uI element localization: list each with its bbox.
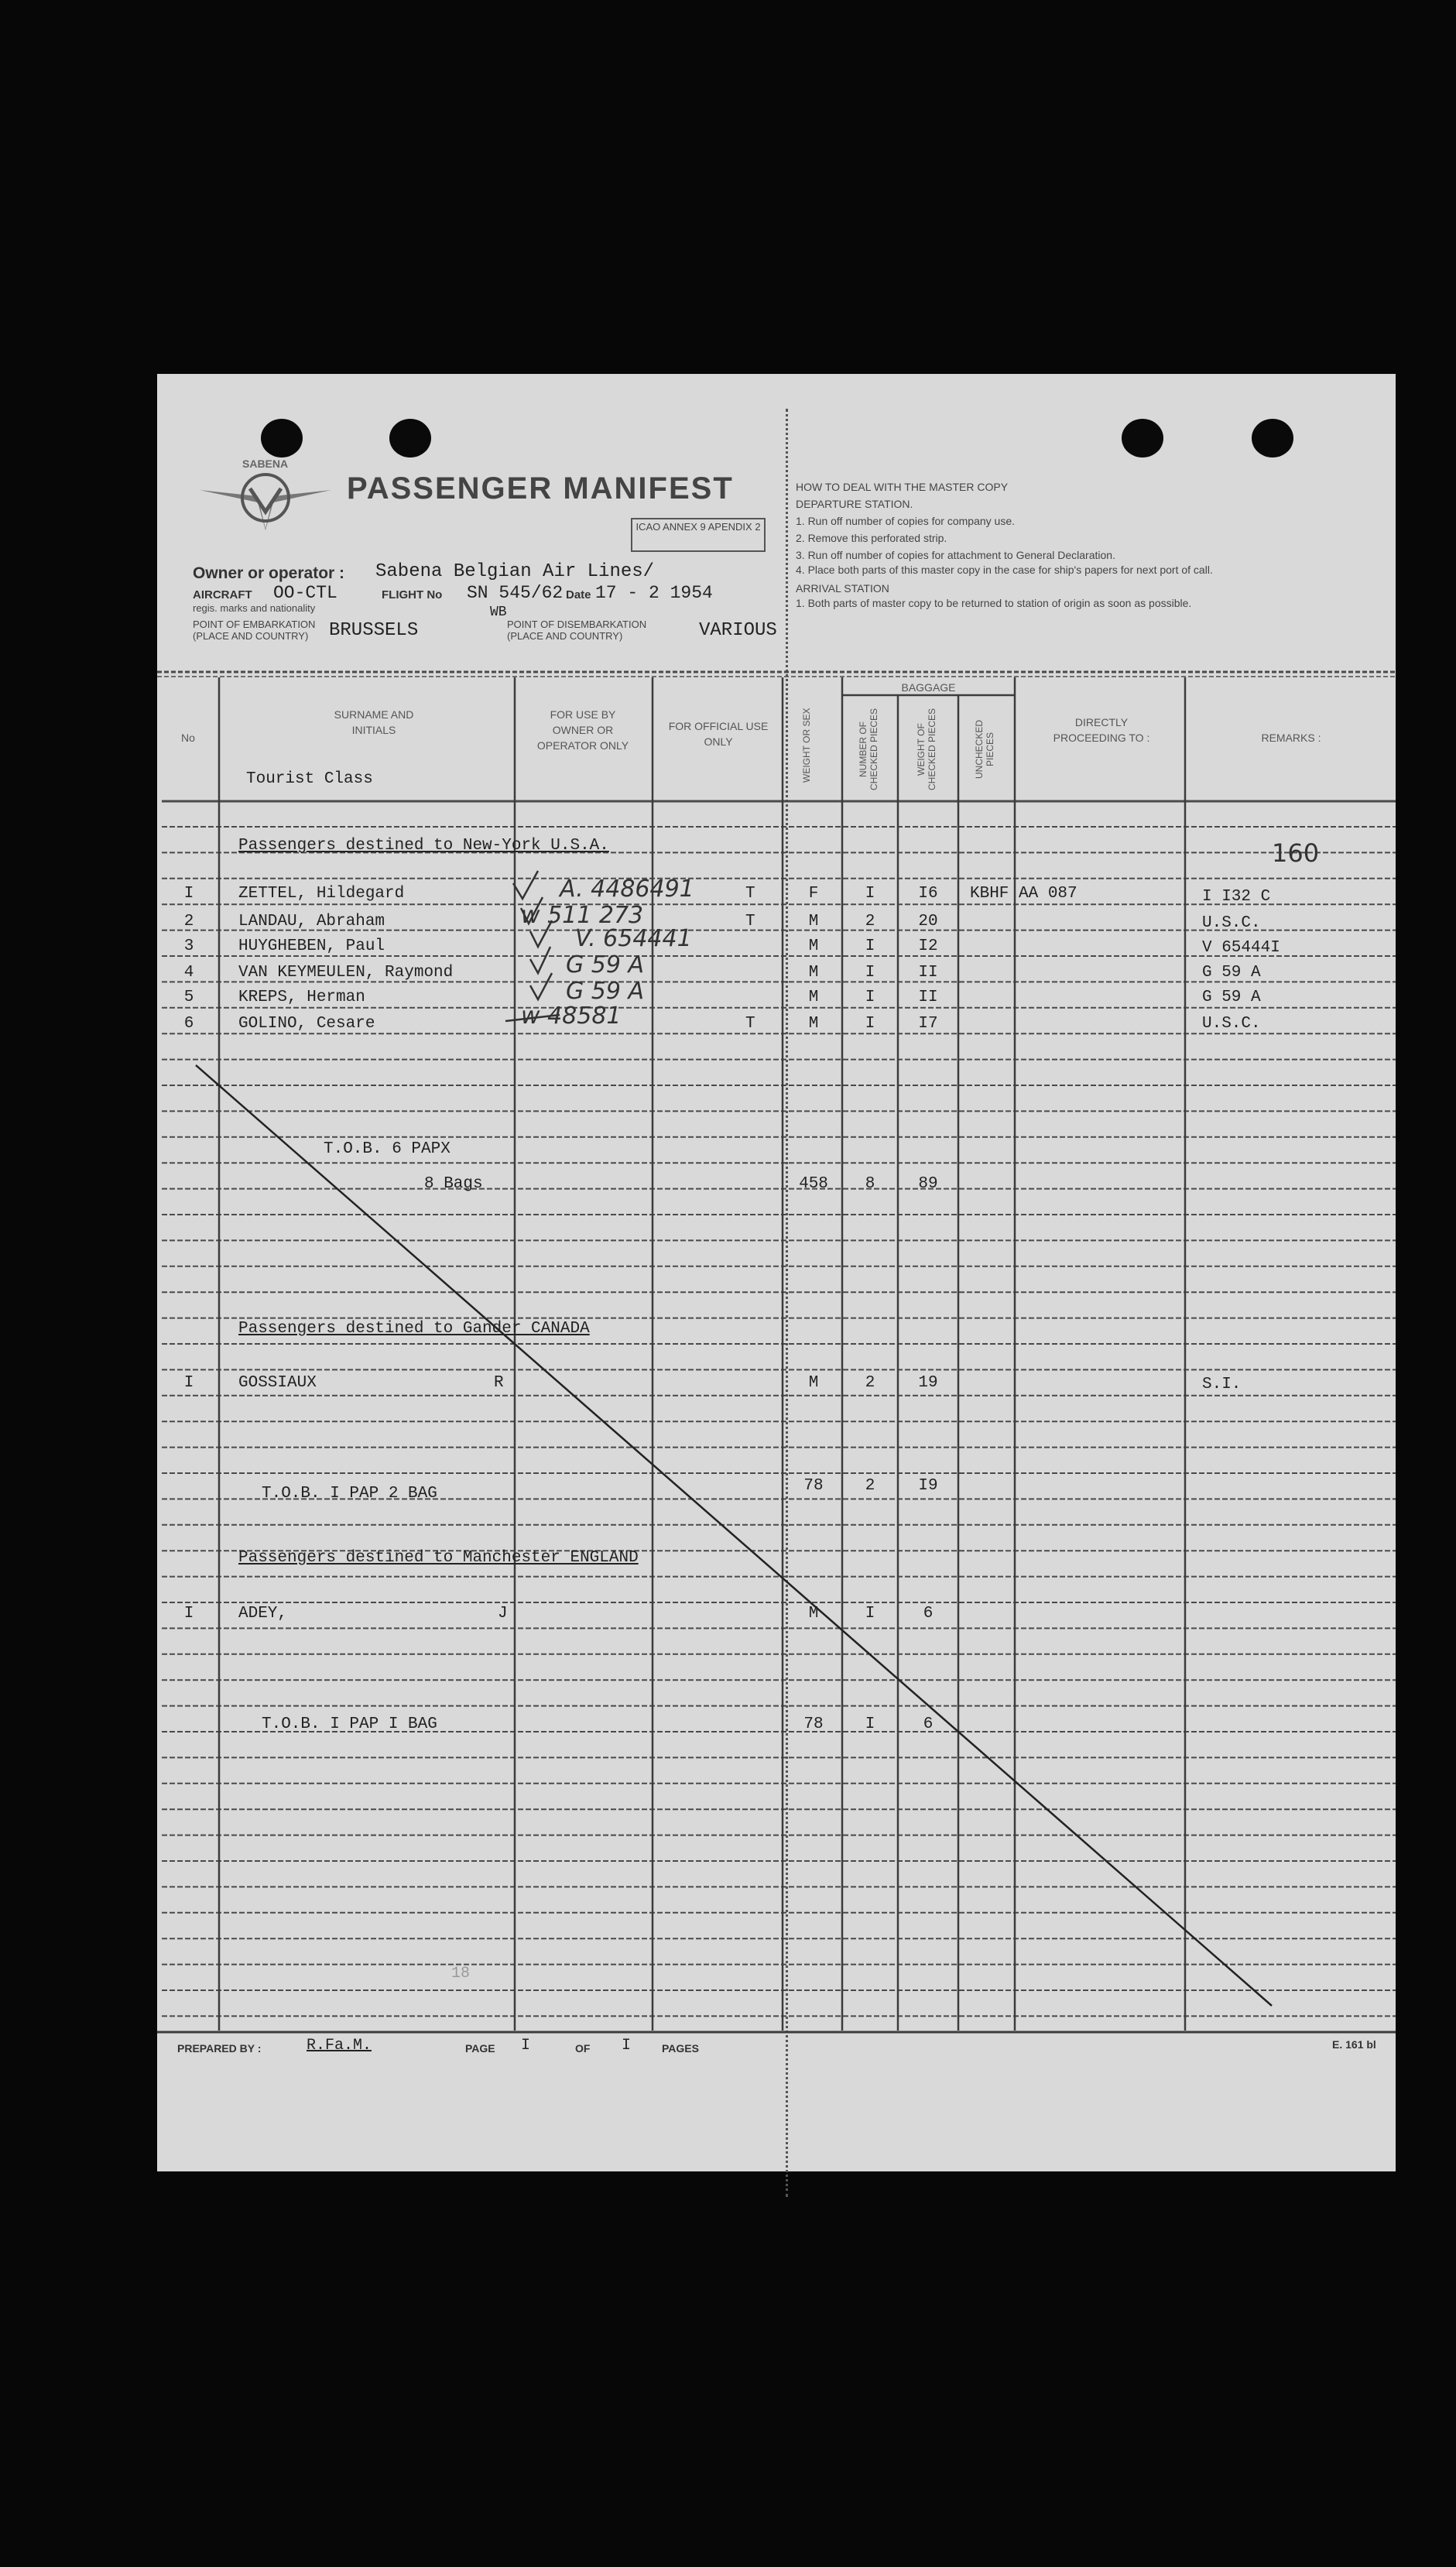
col-official-use: FOR OFFICIAL USE ONLY xyxy=(668,720,769,748)
total-line: T.O.B. 6 PAPX xyxy=(324,1140,451,1158)
manifest-title: PASSENGER MANIFEST xyxy=(347,471,734,506)
col-weight-sex: WEIGHT OR SEX xyxy=(801,708,812,783)
section-heading: Passengers destined to New-York U.S.A. xyxy=(238,837,609,855)
col-num-checked: NUMBER OF CHECKED PIECES xyxy=(858,708,879,791)
total-pcs: 8 xyxy=(865,1175,875,1193)
total-weight: 458 xyxy=(799,1175,828,1193)
class-label: Tourist Class xyxy=(246,770,373,788)
owner-label: Owner or operator : xyxy=(193,564,345,582)
total-weight: 78 xyxy=(803,1477,824,1495)
flight-sub: WB xyxy=(490,605,507,620)
prepared-value: R.Fa.M. xyxy=(307,2037,372,2055)
form-code: E. 161 bl xyxy=(1332,2038,1376,2051)
section-heading: Passengers destined to Manchester ENGLAND xyxy=(238,1549,639,1567)
prepared-label: PREPARED BY : xyxy=(177,2042,262,2055)
aircraft-label: AIRCRAFT xyxy=(193,588,252,601)
page-value: I xyxy=(521,2037,531,2055)
pages-label: PAGES xyxy=(662,2042,699,2055)
check-marks xyxy=(498,869,575,1040)
disembark-value: VARIOUS xyxy=(699,620,777,641)
page-label: PAGE xyxy=(465,2042,495,2055)
col-directly: DIRECTLY PROCEEDING TO : xyxy=(1053,716,1150,744)
of-label: OF xyxy=(575,2042,591,2055)
col-no: No xyxy=(181,732,195,744)
embark-value: BRUSSELS xyxy=(329,620,419,641)
annex-box: ICAO ANNEX 9 APENDIX 2 xyxy=(631,518,766,552)
owner-value: Sabena Belgian Air Lines/ xyxy=(375,561,655,582)
total-line: T.O.B. I PAP 2 BAG xyxy=(262,1485,437,1503)
instructions-block: HOW TO DEAL WITH THE MASTER COPY DEPARTURE STATION. 1. Run off number of copies for company use. 2. Remove this perforated strip. 3. Run off number of copies for attachment to General Declaration. 4. Place both parts of this master copy in the case for ship's papers for next port of call. ARRIVAL STATION 1. Both parts of master copy to be returned to station of origin as soon as possible. xyxy=(796,481,1213,609)
total-wt: I9 xyxy=(918,1477,938,1495)
manifest-sheet: SABENA PASSENGER MANIFEST ICAO ANNEX 9 APENDIX 2 Owner or operator : Sabena Belgian Air Lines/ AIRCRAFT OO-CTL regis. marks and nationality FLIGHT No SN 545/62 WB Date 17 - 2 1954 POINT OF EMBARKATION (PLACE AND COUNTRY) BRUSSELS POINT OF DISEMBARKATION (PLACE AND COUNTRY) VARIOUS HOW TO DEAL WITH THE MASTER COPY DEPARTURE STATION. 1. Run off number of copies for company use. 2. Remove this perforated strip. 3. Run off number of copies for attachment to General Declaration. 4. Place both parts of this master copy in the case for ship's papers for next port of call. ARRIVAL STATION 1. Both parts of master copy to be returned to station of origin as soon as possible. No SURNAME AND INITIALS FOR USE BY OWNER OR OPERATOR ONLY FOR OFFICIAL USE ONLY WEIGHT OR SEX BAGGAGE NUMBER OF CHECKED PIECES WEIGHT OF CHECKED PIECES UNCHECKED PIECES DIRECTLY PROCEEDING TO : REMARKS : Tourist Class 160 Passengers destined to New-York U.S.A. I ZETTEL, Hildegard T A. 4486491 F I I6 KBHF AA 087 I I32 C 2 LANDAU, Abraham T w 511 273 M 2 20 U.S.C. 3 HUYGHEBEN, Paul V. 654441 M I I2 V 65444I 4 VAN KEYMEULEN, Raymond G 59 A M I II G 59 A 5 KREPS, Herman G 59 A M I II G 59 A 6 GOLINO, Cesare T w 48581 M I I7 U.S.C. T.O.B. 6 PAPX 8 Bags 458 8 89 Passengers destined to Gander CANADA I GOSSIAUX R M 2 19 S.I. T.O.B. I PAP 2 BAG 78 2 I9 Passengers destined to Manchester ENGLAND I ADEY, J M I 6 T.O.B. I PAP I BAG 78 I 6 18 PREPARED BY : R.Fa.M. PAGE I OF I PAGES E. 161 bl xyxy=(157,374,1396,2171)
embark-label: POINT OF EMBARKATION (PLACE AND COUNTRY) xyxy=(193,619,316,642)
total-wt: 89 xyxy=(918,1175,938,1193)
regis-label: regis. marks and nationality xyxy=(193,602,316,614)
flight-value: SN 545/62 xyxy=(467,583,564,603)
of-value: I xyxy=(622,2037,632,2055)
logo-text: SABENA xyxy=(242,458,289,470)
faint-mark: 18 xyxy=(451,1965,471,1983)
col-weight-checked: WEIGHT OF CHECKED PIECES xyxy=(916,708,937,791)
col-unchecked: UNCHECKED PIECES xyxy=(974,720,995,780)
total-pcs: I xyxy=(865,1715,875,1733)
flight-label: FLIGHT No xyxy=(382,588,443,601)
stamp-number: 160 xyxy=(1272,838,1320,868)
total-wt: 6 xyxy=(923,1715,934,1733)
disembark-label: POINT OF DISEMBARKATION (PLACE AND COUNTRY) xyxy=(507,619,647,642)
col-remarks: REMARKS : xyxy=(1261,732,1321,744)
date-value: 17 - 2 1954 xyxy=(595,583,713,603)
section-heading: Passengers destined to Gander CANADA xyxy=(238,1320,590,1338)
col-baggage: BAGGAGE xyxy=(901,681,956,694)
col-owner-use: FOR USE BY OWNER OR OPERATOR ONLY xyxy=(536,708,629,752)
total-weight: 78 xyxy=(803,1715,824,1733)
date-label: Date xyxy=(566,588,591,601)
total-pcs: 2 xyxy=(865,1477,875,1495)
total-line: 8 Bags xyxy=(424,1175,483,1193)
total-line: T.O.B. I PAP I BAG xyxy=(262,1715,437,1733)
col-surname: SURNAME AND INITIALS xyxy=(334,708,414,736)
manifest-grid xyxy=(157,374,1396,2171)
aircraft-value: OO-CTL xyxy=(273,583,337,603)
